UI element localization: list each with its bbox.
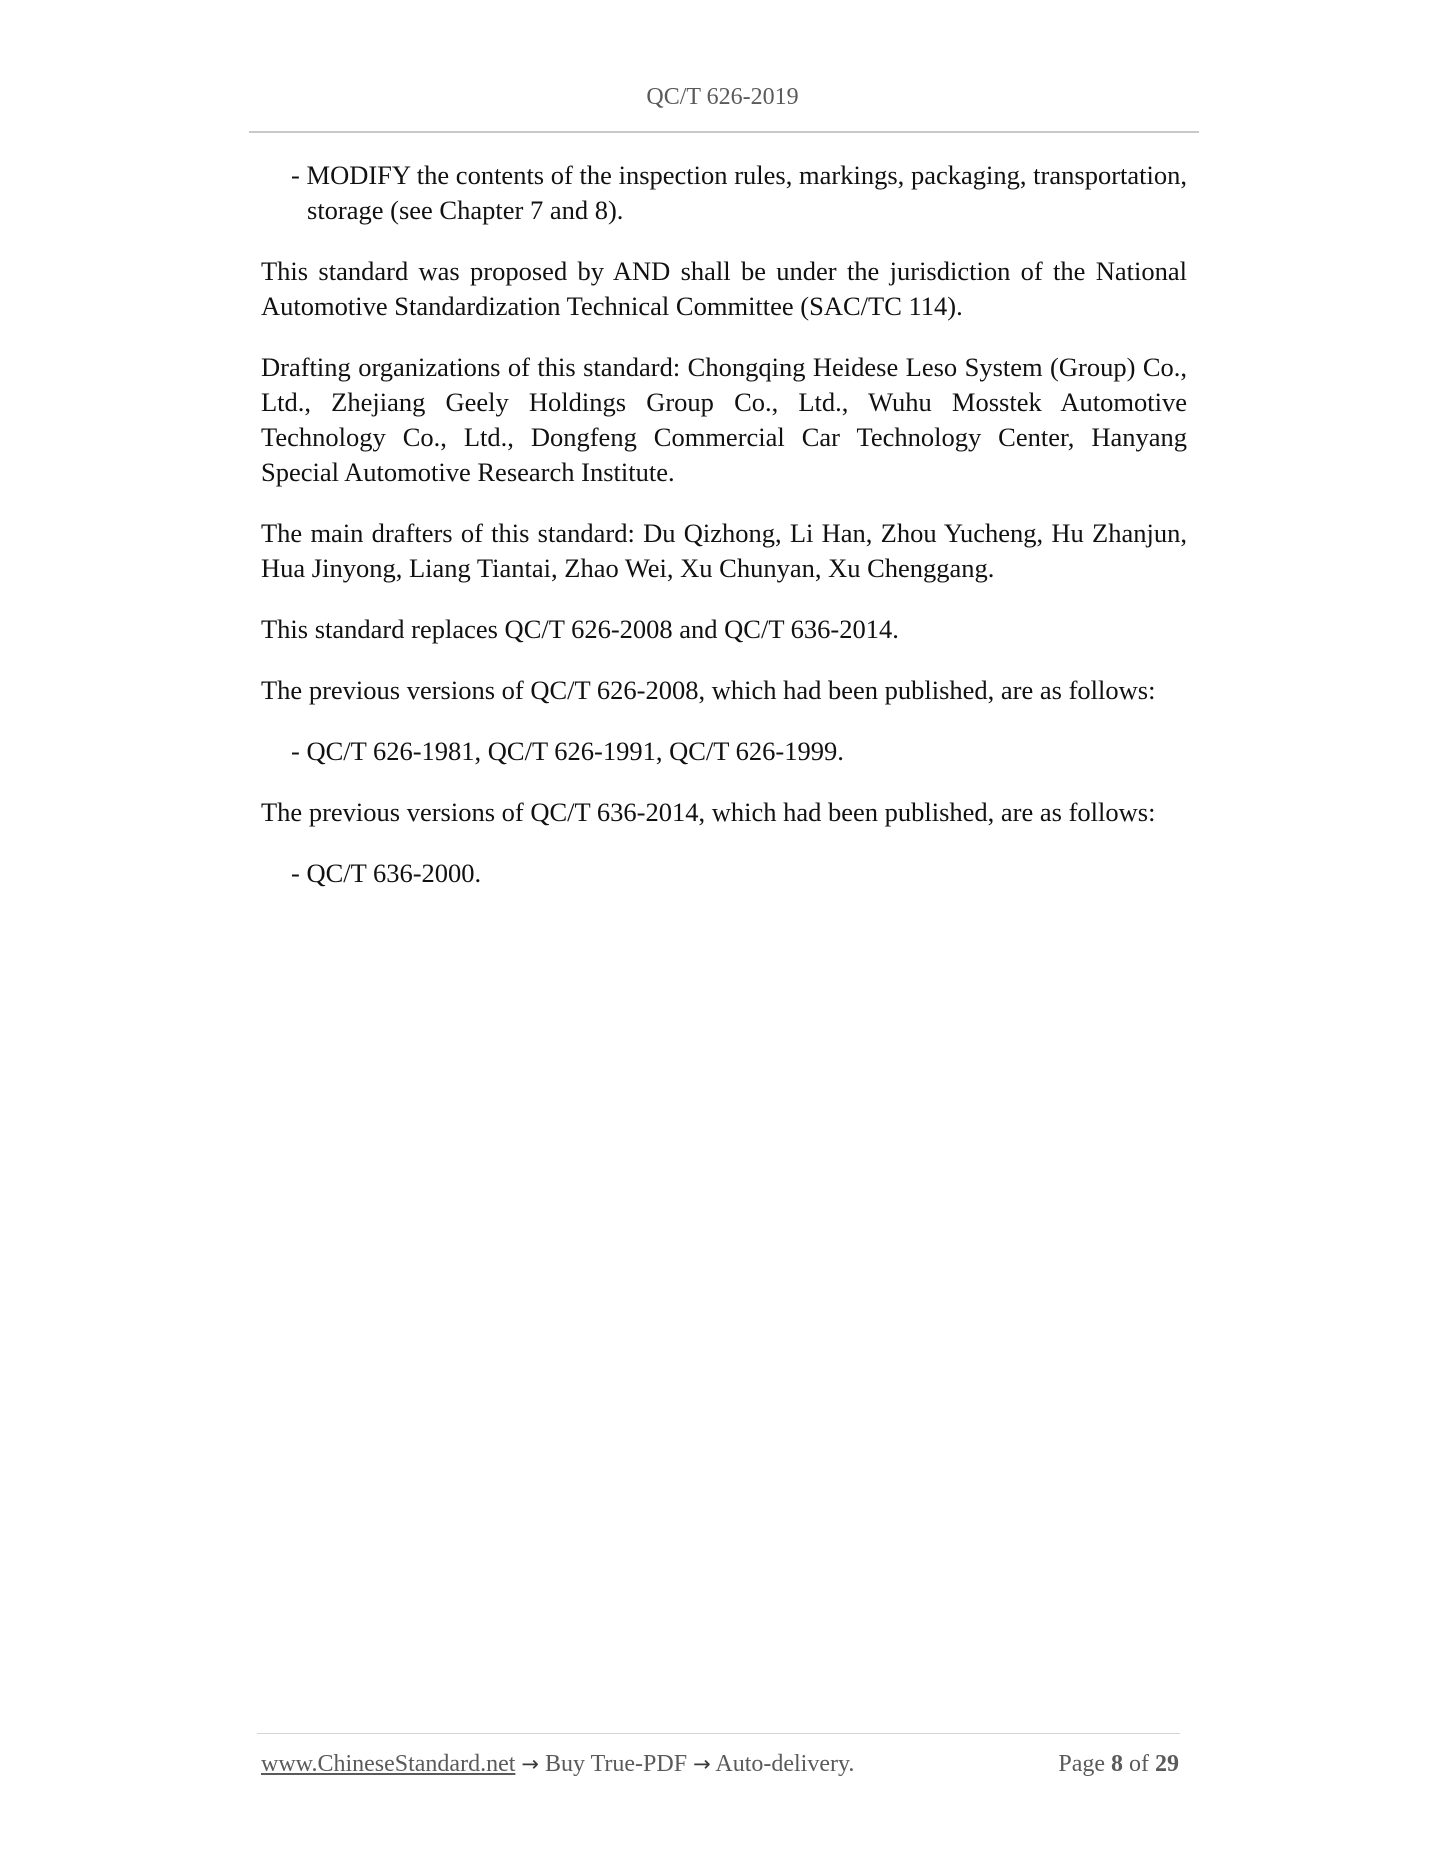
- arrow-right-icon: →: [521, 1752, 539, 1776]
- list-item-modify: - MODIFY the contents of the inspection rules, markings, packaging, transportation, storage (see Chapter 7 and 8).: [291, 160, 1187, 225]
- page-label: Page: [1058, 1751, 1105, 1777]
- auto-delivery-text: Auto-delivery.: [715, 1751, 855, 1777]
- paragraph-previous-versions-626: The previous versions of QC/T 626-2008, which had been published, are as follows:: [261, 675, 1156, 705]
- header-divider: [249, 131, 1199, 133]
- site-link[interactable]: www.ChineseStandard.net: [261, 1751, 516, 1777]
- paragraph-drafting-organizations: Drafting organizations of this standard: Chongqing Heidese Leso System (Group) Co., Ltd., Zhejiang Geely Holdings Group Co., Ltd., Wuhu Mosstek Automotive Technology Co., Ltd., Dongfeng Commercial Car Technology Center, Hanyang Special Automotive Research Institute.: [261, 352, 1187, 487]
- document-body: [261, 158, 1187, 917]
- paragraph-proposed-by: This standard was proposed by AND shall be under the jurisdiction of the National Automotive Standardization Technical Committee (SAC/TC 114).: [261, 256, 1187, 321]
- paragraph-replaces: This standard replaces QC/T 626-2008 and QC/T 636-2014.: [261, 614, 899, 644]
- paragraph-main-drafters: The main drafters of this standard: Du Qizhong, Li Han, Zhou Yucheng, Hu Zhanjun, Hua Jinyong, Liang Tiantai, Zhao Wei, Xu Chunyan, Xu Chenggang.: [261, 518, 1187, 583]
- arrow-right-icon: →: [693, 1752, 711, 1776]
- page-indicator: [1058, 1751, 1179, 1778]
- list-item-versions-626: - QC/T 626-1981, QC/T 626-1991, QC/T 626-1999.: [291, 736, 844, 766]
- of-label: of: [1129, 1751, 1149, 1777]
- footer-promo: [261, 1751, 854, 1778]
- page-number: 8: [1111, 1751, 1123, 1777]
- list-item-versions-636: - QC/T 636-2000.: [291, 858, 482, 888]
- paragraph-previous-versions-636: The previous versions of QC/T 636-2014, which had been published, are as follows:: [261, 797, 1156, 827]
- footer-divider: [257, 1733, 1180, 1734]
- buy-pdf-text: Buy True-PDF: [545, 1751, 688, 1777]
- total-pages: 29: [1155, 1751, 1179, 1777]
- running-header: QC/T 626-2019: [646, 84, 799, 110]
